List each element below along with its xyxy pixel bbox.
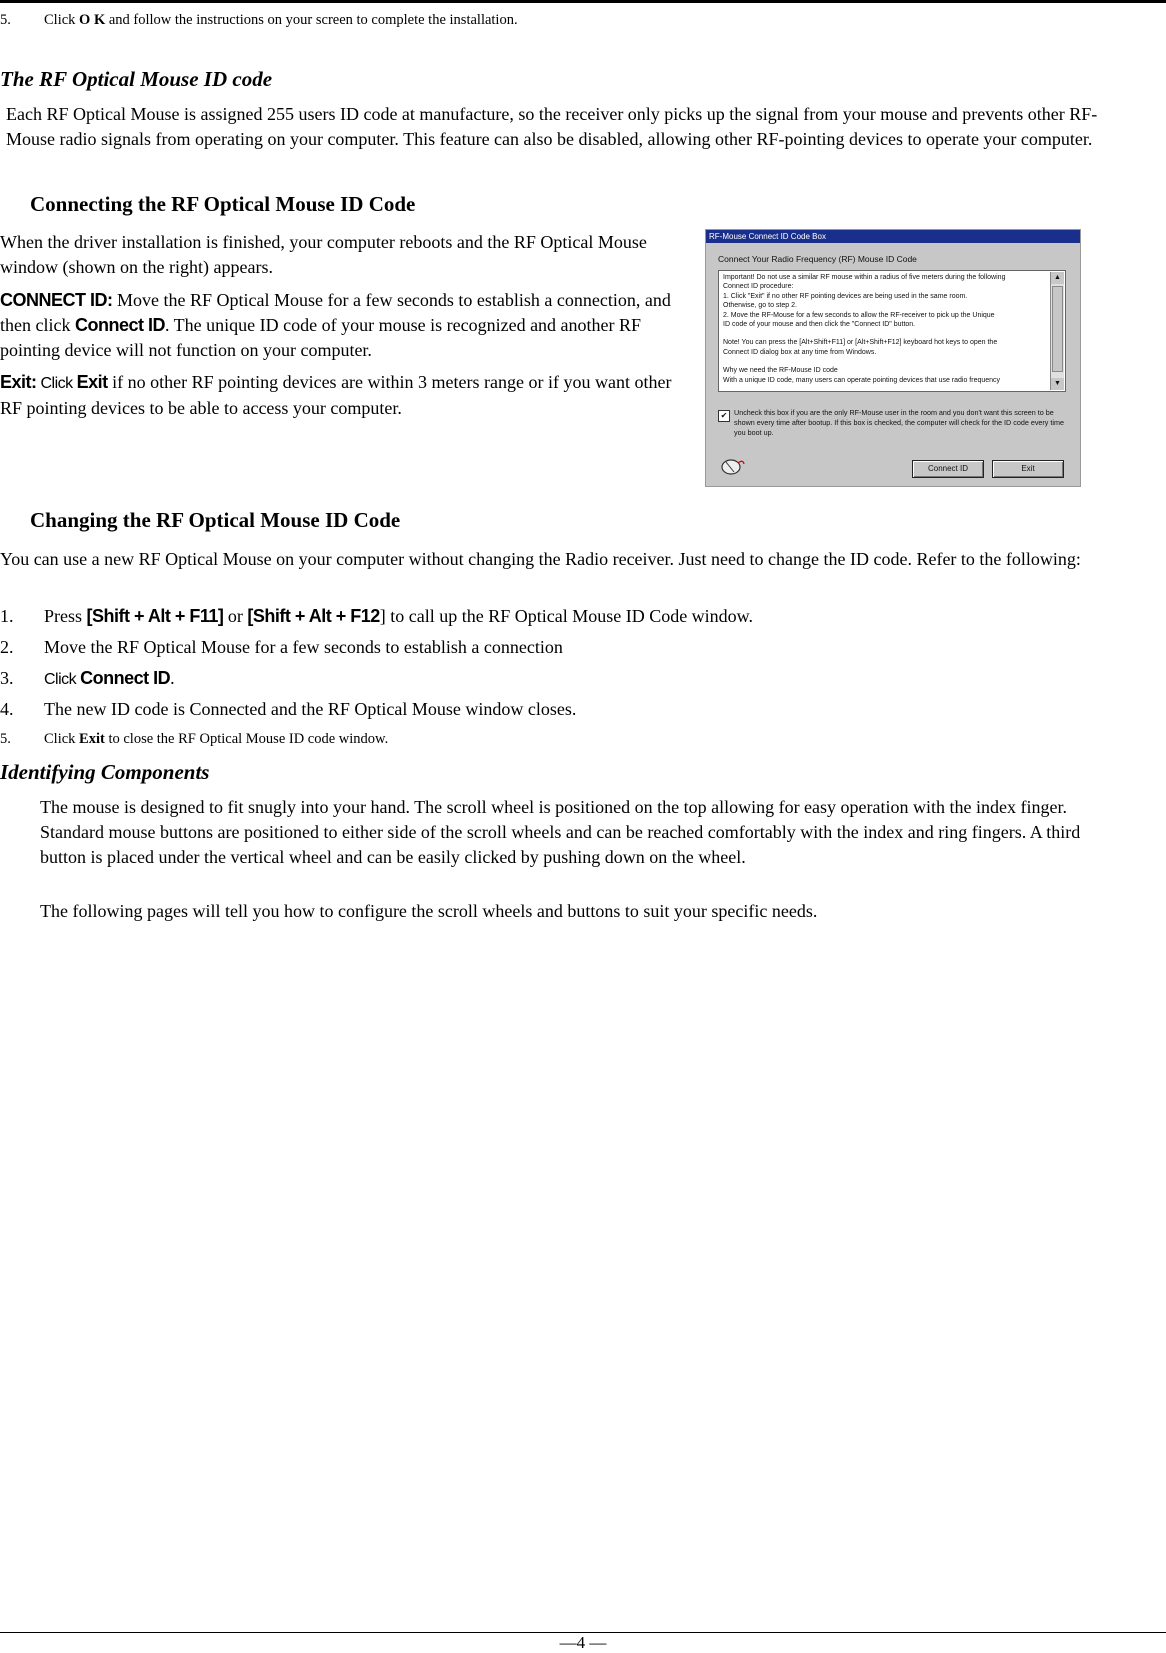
- connecting-title: Connecting the RF Optical Mouse ID Code: [30, 192, 416, 216]
- step-number: 5.: [0, 731, 11, 747]
- connect-id-button[interactable]: Connect ID: [912, 460, 984, 478]
- exit-term: Exit: [79, 731, 105, 747]
- step-number: 4.: [0, 699, 14, 719]
- change-step-2: 2. Move the RF Optical Mouse for a few seconds to establish a connection: [0, 635, 563, 660]
- exit-paragraph: Exit: Click Exit if no other RF pointing devices are within 3 meters range or if you want other RF pointing devices to be able to access your computer.: [0, 372, 672, 418]
- connect-id-label: CONNECT ID:: [0, 290, 113, 310]
- connect-id-term: Connect ID: [74, 315, 165, 335]
- instruction-line: [723, 329, 1045, 338]
- scroll-thumb[interactable]: [1052, 286, 1063, 372]
- instruction-line: Otherwise, go to step 2.: [723, 302, 797, 310]
- connect-id-term: Connect ID: [80, 668, 171, 688]
- change-step-1: 1. Press [Shift + Alt + F11] or [Shift + Alt + F12] to call up the RF Optical Mouse ID Code window.: [0, 604, 753, 629]
- dialog-scrollbar[interactable]: [1050, 272, 1064, 390]
- change-step-5: 5. Click Exit to close the RF Optical Mouse ID code window.: [0, 731, 389, 747]
- connect-id-paragraph: CONNECT ID: Move the RF Optical Mouse for a few seconds to establish a connection, and then click Connect ID. The unique ID code of your mouse is recognized and another RF pointing device will not function on your computer.: [0, 290, 671, 360]
- dialog-caption: Connect Your Radio Frequency (RF) Mouse ID Code: [718, 254, 917, 264]
- install-step-5: 5. Click O K and follow the instructions on your screen to complete the installation.: [0, 12, 518, 28]
- step-number: 1.: [0, 606, 14, 626]
- identifying-description: The mouse is designed to fit snugly into your hand. The scroll wheel is positioned on the top allowing for easy operation with the index finger. Standard mouse buttons are positioned to either side of the scroll wheels and can be reached comfortably with the index and ring fingers. A third button is placed under the vertical wheel and can be easily clicked by pushing down on the wheel.: [40, 797, 1081, 867]
- scroll-up-icon[interactable]: ▲: [1051, 272, 1064, 284]
- section-title-id-code: The RF Optical Mouse ID code: [0, 67, 273, 91]
- top-rule: [0, 0, 1166, 3]
- dialog-title-bar: RF-Mouse Connect ID Code Box: [706, 230, 1080, 243]
- dialog-instructions-box: [718, 270, 1066, 392]
- shortcut-f12: [Shift + Alt + F12: [247, 606, 380, 626]
- changing-title: Changing the RF Optical Mouse ID Code: [30, 508, 401, 532]
- instruction-line: Connect ID procedure:: [723, 283, 794, 291]
- exit-label: Exit:: [0, 372, 37, 392]
- mouse-icon: [720, 456, 746, 476]
- instruction-line: 2. Move the RF-Mouse for a few seconds to allow the RF-receiver to pick up the Unique: [723, 311, 995, 319]
- step-number: 2.: [0, 637, 14, 657]
- checkbox-label: Uncheck this box if you are the only RF-Mouse user in the room and you don't want this screen to be shown every time after bootup. If this box is checked, the computer will check for the ID code every time you boot up.: [734, 408, 1064, 437]
- instruction-line: With a unique ID code, many users can operate pointing devices that use radio frequency: [723, 376, 1001, 384]
- instruction-line: Why we need the RF-Mouse ID code: [723, 367, 838, 375]
- instruction-line: [723, 357, 1045, 366]
- id-code-description: Each RF Optical Mouse is assigned 255 users ID code at manufacture, so the receiver only picks up the signal from your mouse and prevents other RF-Mouse radio signals from operating on your computer. This feature can also be disabled, allowing other RF-pointing devices to operate your computer.: [6, 104, 1098, 149]
- identifying-title: Identifying Components: [0, 760, 210, 784]
- instruction-line: Connect ID dialog box at any time from Windows.: [723, 348, 877, 356]
- step-number: 3.: [0, 668, 14, 688]
- instruction-line: Important! Do not use a similar RF mouse within a radius of five meters during the following: [723, 274, 1006, 281]
- instruction-line: 1. Click "Exit" if no other RF pointing devices are being used in the same room.: [723, 292, 968, 300]
- step-number: 5.: [0, 12, 11, 28]
- change-step-4: 4. The new ID code is Connected and the RF Optical Mouse window closes.: [0, 697, 576, 722]
- change-step-3: 3. Click Connect ID.: [0, 666, 175, 692]
- scroll-down-icon[interactable]: ▼: [1051, 378, 1064, 390]
- page-number: —4 —: [559, 1633, 607, 1652]
- shortcut-f11: [Shift + Alt + F11]: [86, 606, 224, 626]
- identifying-followup: The following pages will tell you how to configure the scroll wheels and buttons to suit your specific needs.: [40, 901, 818, 921]
- changing-intro: You can use a new RF Optical Mouse on your computer without changing the Radio receiver. Just need to change the ID code. Refer to the following:: [0, 549, 1081, 569]
- exit-term: Exit: [76, 372, 108, 392]
- rf-mouse-connect-dialog: [705, 229, 1081, 487]
- ok-label: O K: [79, 12, 106, 28]
- instruction-line: Note! You can press the [Alt+Shift+F11] or [Alt+Shift+F12] keyboard hot keys to open the: [723, 339, 998, 347]
- instruction-line: ID code of your mouse and then click the "Connect ID" button.: [723, 321, 916, 329]
- exit-button[interactable]: Exit: [992, 460, 1064, 478]
- show-on-boot-checkbox[interactable]: ✔: [718, 410, 730, 422]
- connecting-intro: When the driver installation is finished, your computer reboots and the RF Optical Mouse window (shown on the right) appears.: [0, 232, 647, 277]
